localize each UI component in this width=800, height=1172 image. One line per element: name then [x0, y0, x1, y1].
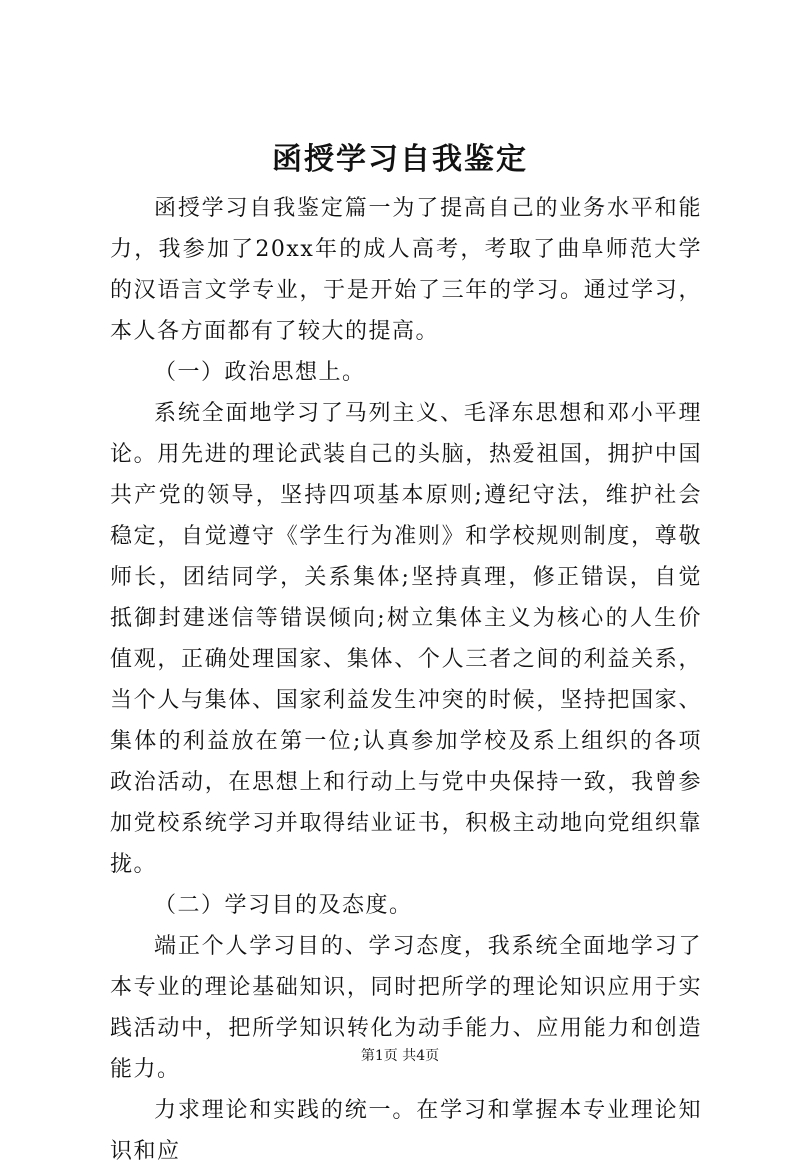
paragraph-theory-practice: 力求理论和实践的统一。在学习和掌握本专业理论知识和应: [110, 1098, 702, 1164]
section-heading-political: （一）政治思想上。: [154, 360, 366, 385]
paragraph-intro: 函授学习自我鉴定篇一为了提高自己的业务水平和能力，我参加了20xx年的成人高考，考取了曲阜师范大学的汉语言文学专业，于是开始了三年的学习。通过学习，本人各方面都有了较大的提高。: [110, 196, 702, 344]
document-body: [110, 188, 702, 1172]
section-heading-study-attitude: （二）学习目的及态度。: [154, 893, 413, 918]
paragraph-political: 系统全面地学习了马列主义、毛泽东思想和邓小平理论。用先进的理论武装自己的头脑，热爱祖国，拥护中国共产党的领导，坚持四项基本原则;遵纪守法，维护社会稳定，自觉遵守《学生行为准则》和学校规则制度，尊敬师长，团结同学，关系集体;坚持真理，修正错误，自觉抵御封建迷信等错误倾向;树立集体主义为核心的人生价值观，正确处理国家、集体、个人三者之间的利益关系，当个人与集体、国家利益发生冲突的时候，坚持把国家、集体的利益放在第一位;认真参加学校及系上组织的各项政治活动，在思想上和行动上与党中央保持一致，我曾参加党校系统学习并取得结业证书，积极主动地向党组织靠拢。: [110, 401, 702, 877]
page-number-footer: 第1页 共4页: [360, 1048, 440, 1064]
paragraph-study-attitude: 端正个人学习目的、学习态度，我系统全面地学习了本专业的理论基础知识，同时把所学的理论知识应用于实践活动中，把所学知识转化为动手能力、应用能力和创造能力。: [110, 934, 702, 1082]
document-title: 函授学习自我鉴定: [272, 142, 528, 177]
